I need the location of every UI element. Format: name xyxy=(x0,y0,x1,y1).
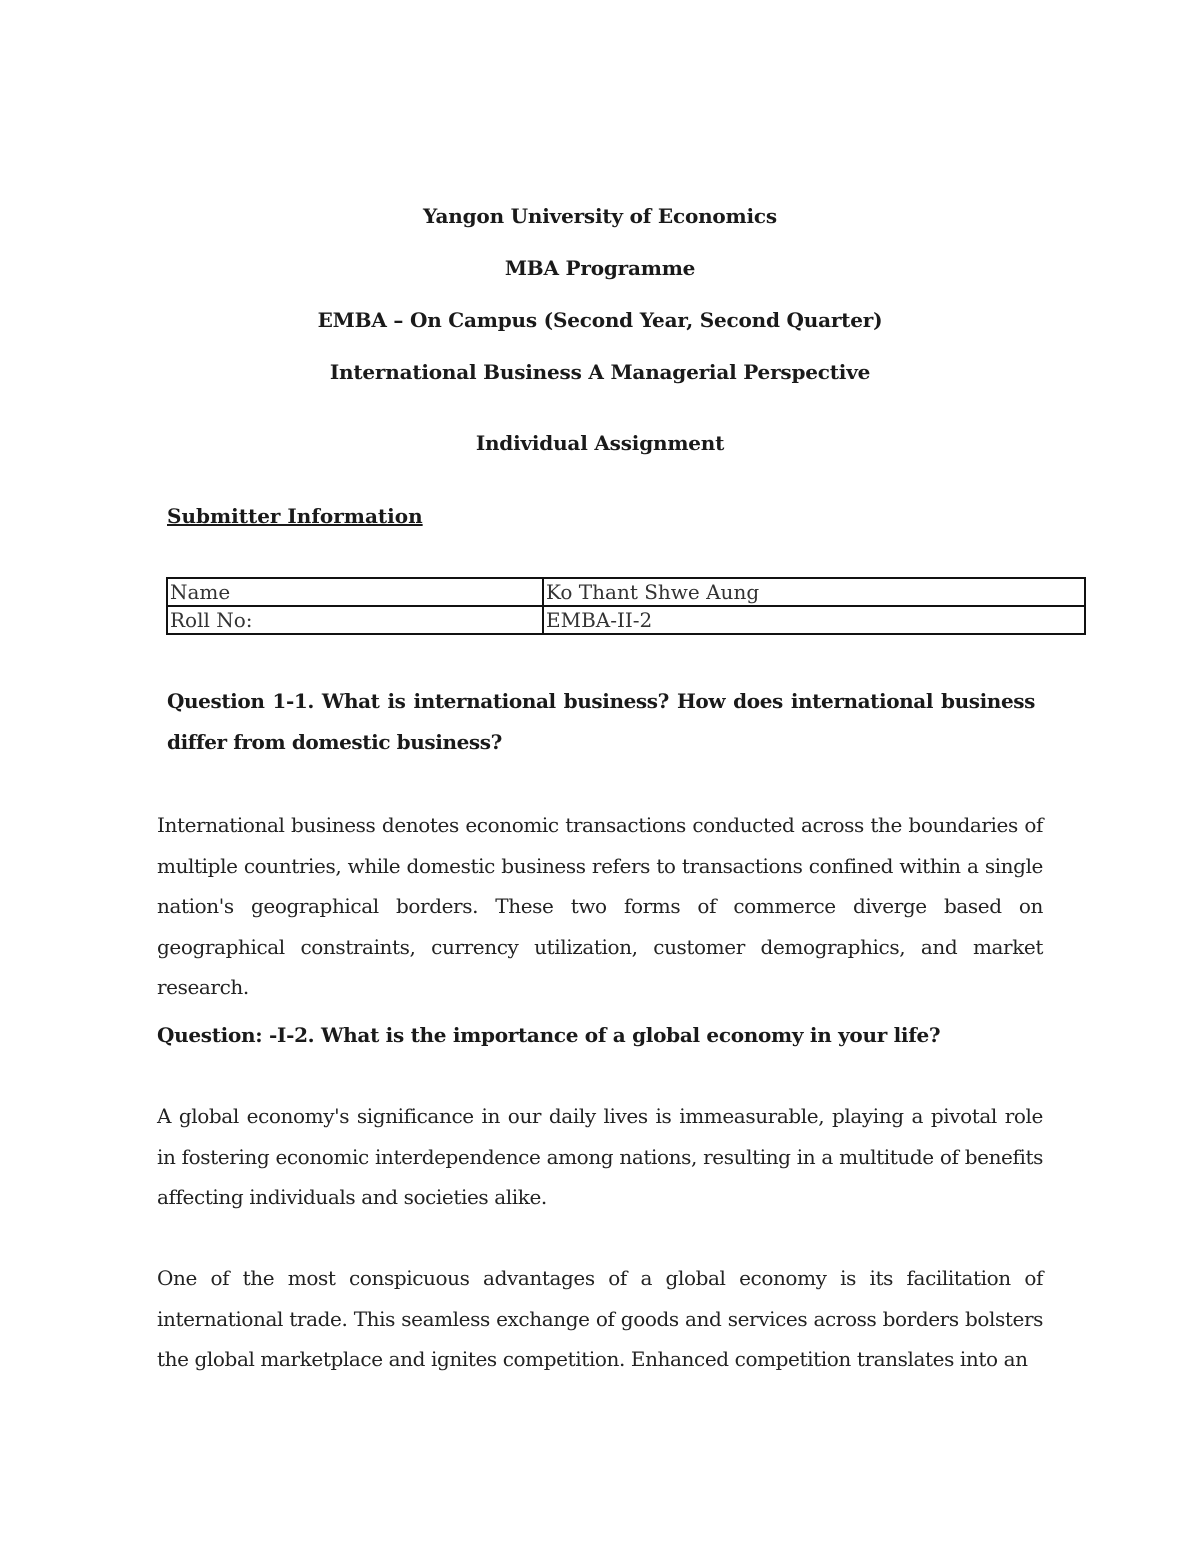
question-1: Question 1-1. What is international business? How does international business differ from domestic business? xyxy=(167,689,1035,754)
roll-value: EMBA-II-2 xyxy=(543,606,1085,634)
name-value: Ko Thant Shwe Aung xyxy=(543,578,1085,606)
cohort-title: EMBA – On Campus (Second Year, Second Quarter) xyxy=(317,308,883,332)
university-title: Yangon University of Economics xyxy=(423,204,777,228)
assignment-title: Individual Assignment xyxy=(475,431,725,455)
name-label: Name xyxy=(167,578,543,606)
table-row xyxy=(167,606,1085,634)
answer-1: International business denotes economic transactions conducted across the boundaries of multiple countries, while domestic business refers to transactions confined within a single nation's geographical borders. These two forms of commerce diverge based on geographical constraints, currency utilization, customer demographics, and market research. xyxy=(157,813,1043,999)
submitter-table xyxy=(166,577,1086,635)
table-row xyxy=(167,578,1085,606)
answer-2-paragraph-1: A global economy's significance in our daily lives is immeasurable, playing a pivotal role in fostering economic interdependence among nations, resulting in a multitude of benefits affecting individuals and societies alike. xyxy=(157,1104,1043,1209)
programme-title: MBA Programme xyxy=(504,256,696,280)
answer-2-paragraph-2: One of the most conspicuous advantages of a global economy is its facilitation of international trade. This seamless exchange of goods and services across borders bolsters the global marketplace and ignites competition. Enhanced competition translates into an xyxy=(157,1266,1043,1371)
question-2: Question: -I-2. What is the importance of a global economy in your life? xyxy=(157,1023,941,1047)
submitter-heading: Submitter Information xyxy=(167,504,423,528)
course-title: International Business A Managerial Perspective xyxy=(329,360,871,384)
roll-label: Roll No: xyxy=(167,606,543,634)
